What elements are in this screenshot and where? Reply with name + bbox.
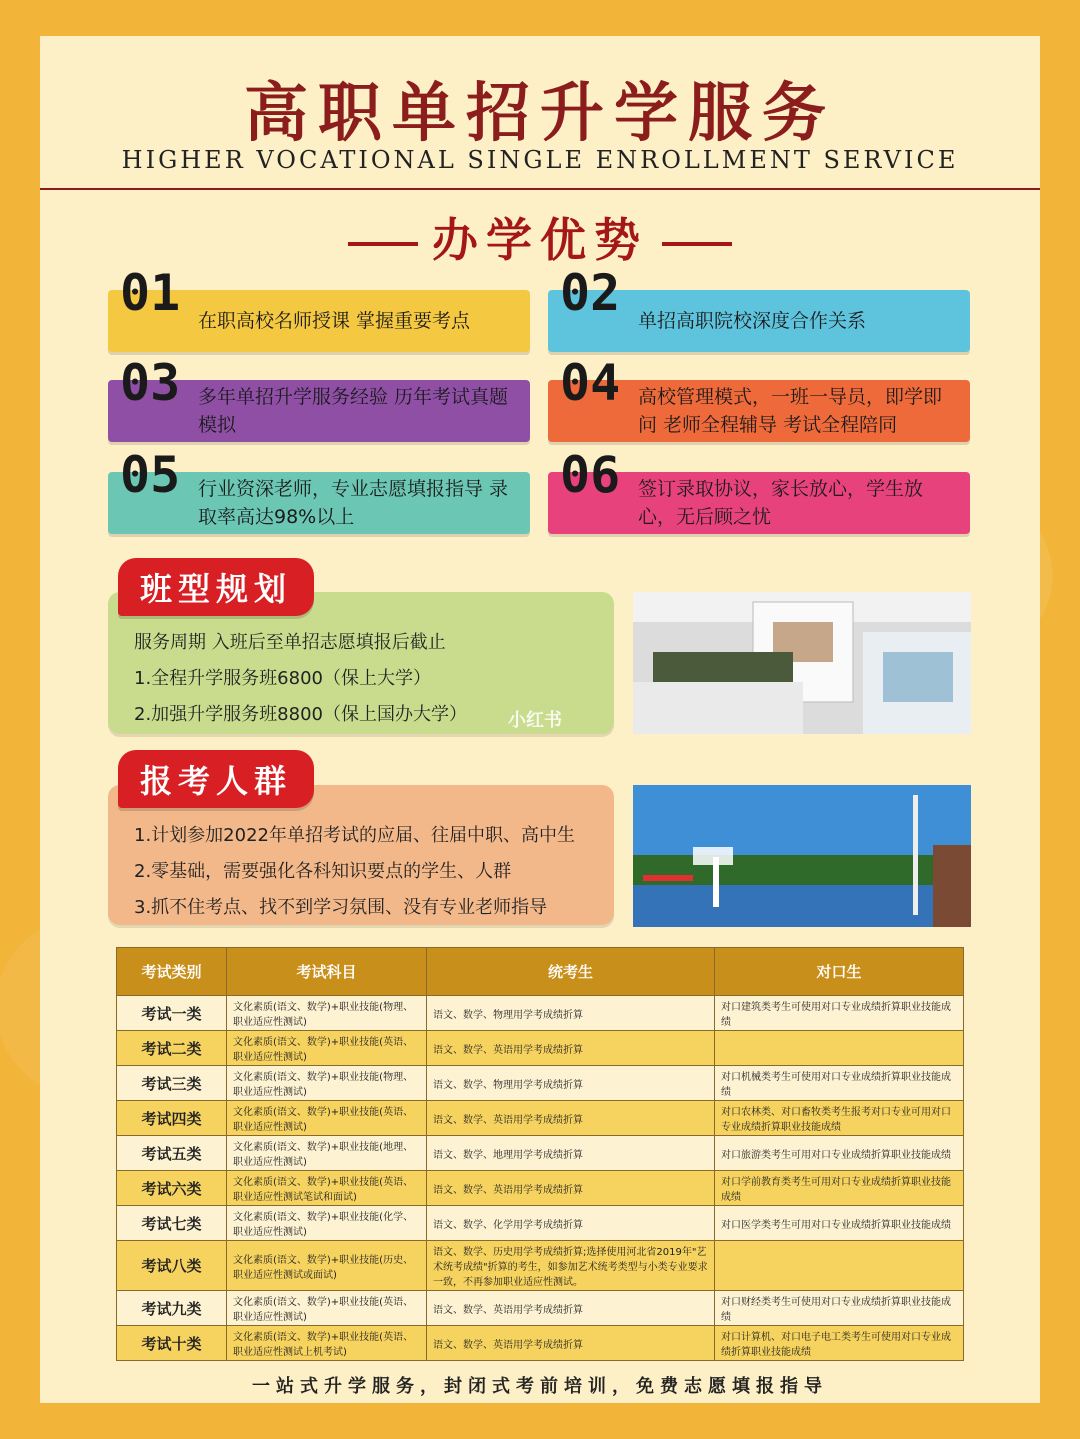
vocational-student-cell: 对口计算机、对口电子电工类考生可使用对口专业成绩折算职业技能成绩 <box>715 1326 964 1361</box>
class-plan-line: 服务周期 入班后至单招志愿填报后截止 <box>134 632 446 653</box>
exam-subject-cell: 文化素质(语文、数学)+职业技能(物理、职业适应性测试) <box>227 1066 427 1101</box>
exam-subject-cell: 文化素质(语文、数学)+职业技能(英语、职业适应性测试笔试和面试) <box>227 1171 427 1206</box>
advantage-card <box>548 264 970 352</box>
poster-title: 高职单招升学服务 <box>244 77 836 151</box>
advantages-title: 办学优势 <box>432 213 648 267</box>
heading-dash-left <box>348 242 418 246</box>
exam-category-cell: 考试九类 <box>117 1291 227 1326</box>
poster-subtitle: HIGHER VOCATIONAL SINGLE ENROLLMENT SERVICE <box>121 146 959 174</box>
advantages-heading <box>0 204 1080 270</box>
vocational-student-cell: 对口财经类考生可使用对口专业成绩折算职业技能成绩 <box>715 1291 964 1326</box>
vocational-student-cell <box>715 1241 964 1291</box>
table-header: 对口生 <box>715 948 964 996</box>
exam-subject-cell: 文化素质(语文、数学)+职业技能(英语、职业适应性测试) <box>227 1031 427 1066</box>
vocational-student-cell: 对口机械类考生可使用对口专业成绩折算职业技能成绩 <box>715 1066 964 1101</box>
vocational-student-cell: 对口学前教育类考生可用对口专业成绩折算职业技能成绩 <box>715 1171 964 1206</box>
advantage-number: 01 <box>120 264 181 322</box>
vocational-student-cell <box>715 1031 964 1066</box>
exam-category-cell: 考试五类 <box>117 1136 227 1171</box>
table-header: 考试科目 <box>227 948 427 996</box>
table-row <box>117 1031 964 1066</box>
table-row <box>117 996 964 1031</box>
exam-category-cell: 考试六类 <box>117 1171 227 1206</box>
advantage-number: 02 <box>560 264 621 322</box>
table-row <box>117 1326 964 1361</box>
advantage-text: 签订录取协议，家长放心，学生放心，无后顾之忧 <box>638 478 924 528</box>
class-plan-tag: 班型规划 <box>118 558 314 616</box>
exam-subject-cell: 文化素质(语文、数学)+职业技能(物理、职业适应性测试) <box>227 996 427 1031</box>
advantage-number: 04 <box>560 354 621 412</box>
unified-student-cell: 语文、数学、英语用学考成绩折算 <box>427 1101 715 1136</box>
table-row <box>117 1066 964 1101</box>
class-plan-line: 2.加强升学服务班8800（保上国办大学） <box>134 704 467 725</box>
exam-category-cell: 考试四类 <box>117 1101 227 1136</box>
table-row <box>117 1241 964 1291</box>
advantage-card <box>108 354 530 442</box>
title-divider <box>40 188 1040 190</box>
advantage-card <box>548 446 970 534</box>
exam-category-cell: 考试二类 <box>117 1031 227 1066</box>
unified-student-cell: 语文、数学、物理用学考成绩折算 <box>427 1066 715 1101</box>
audience-line: 3.抓不住考点、找不到学习氛围、没有专业老师指导 <box>134 897 548 918</box>
vocational-student-cell: 对口医学类考生可用对口专业成绩折算职业技能成绩 <box>715 1206 964 1241</box>
exam-subject-cell: 文化素质(语文、数学)+职业技能(地理、职业适应性测试) <box>227 1136 427 1171</box>
table-header: 统考生 <box>427 948 715 996</box>
vocational-student-cell: 对口建筑类考生可使用对口专业成绩折算职业技能成绩 <box>715 996 964 1031</box>
table-row <box>117 1291 964 1326</box>
advantage-text: 高校管理模式，一班一导员，即学即问 老师全程辅导 考试全程陪同 <box>638 386 943 436</box>
exam-category-cell: 考试三类 <box>117 1066 227 1101</box>
unified-student-cell: 语文、数学、化学用学考成绩折算 <box>427 1206 715 1241</box>
unified-student-cell: 语文、数学、英语用学考成绩折算 <box>427 1031 715 1066</box>
audience-line: 1.计划参加2022年单招考试的应届、往届中职、高中生 <box>134 825 575 846</box>
unified-student-cell: 语文、数学、物理用学考成绩折算 <box>427 996 715 1031</box>
exam-subject-cell: 文化素质(语文、数学)+职业技能(化学、职业适应性测试) <box>227 1206 427 1241</box>
advantage-card <box>108 264 530 352</box>
unified-student-cell: 语文、数学、地理用学考成绩折算 <box>427 1136 715 1171</box>
exam-subject-cell: 文化素质(语文、数学)+职业技能(英语、职业适应性测试) <box>227 1101 427 1136</box>
advantage-text: 多年单招升学服务经验 历年考试真题模拟 <box>198 386 509 436</box>
table-row <box>117 1101 964 1136</box>
table-row <box>117 1136 964 1171</box>
exam-category-table <box>116 947 964 1361</box>
exam-category-cell: 考试七类 <box>117 1206 227 1241</box>
heading-dash-right <box>662 242 732 246</box>
sports-field-photo <box>633 785 971 927</box>
unified-student-cell: 语文、数学、英语用学考成绩折算 <box>427 1171 715 1206</box>
footer-slogan: 一站式升学服务，封闭式考前培训，免费志愿填报指导 <box>252 1376 828 1397</box>
advantage-number: 06 <box>560 446 621 504</box>
table-row <box>117 1171 964 1206</box>
table-row <box>117 1206 964 1241</box>
exam-category-cell: 考试八类 <box>117 1241 227 1291</box>
dormitory-photo <box>633 592 971 734</box>
vocational-student-cell: 对口旅游类考生可用对口专业成绩折算职业技能成绩 <box>715 1136 964 1171</box>
exam-category-cell: 考试十类 <box>117 1326 227 1361</box>
exam-subject-cell: 文化素质(语文、数学)+职业技能(历史、职业适应性测试或面试) <box>227 1241 427 1291</box>
table-header: 考试类别 <box>117 948 227 996</box>
audience-line: 2.零基础，需要强化各科知识要点的学生、人群 <box>134 861 512 882</box>
advantage-card <box>548 354 970 442</box>
advantage-text: 在职高校名师授课 掌握重要考点 <box>198 310 471 332</box>
advantage-text: 单招高职院校深度合作关系 <box>638 310 867 332</box>
vocational-student-cell: 对口农林类、对口畜牧类考生报考对口专业可用对口专业成绩折算职业技能成绩 <box>715 1101 964 1136</box>
advantage-card <box>108 446 530 534</box>
unified-student-cell: 语文、数学、英语用学考成绩折算 <box>427 1326 715 1361</box>
watermark: 小红书 <box>508 710 562 731</box>
audience-tag: 报考人群 <box>118 750 314 808</box>
unified-student-cell: 语文、数学、英语用学考成绩折算 <box>427 1291 715 1326</box>
advantage-number: 05 <box>120 446 181 504</box>
advantage-text: 行业资深老师，专业志愿填报指导 录取率高达98%以上 <box>198 478 509 528</box>
class-plan-line: 1.全程升学服务班6800（保上大学） <box>134 668 431 689</box>
unified-student-cell: 语文、数学、历史用学考成绩折算;选择使用河北省2019年"艺术统考成绩"折算的考生，如参加艺术统考类型与小类专业要求一致，不再参加职业适应性测试。 <box>427 1241 715 1291</box>
exam-category-cell: 考试一类 <box>117 996 227 1031</box>
advantage-number: 03 <box>120 354 181 412</box>
exam-subject-cell: 文化素质(语文、数学)+职业技能(英语、职业适应性测试上机考试) <box>227 1326 427 1361</box>
exam-subject-cell: 文化素质(语文、数学)+职业技能(英语、职业适应性测试) <box>227 1291 427 1326</box>
